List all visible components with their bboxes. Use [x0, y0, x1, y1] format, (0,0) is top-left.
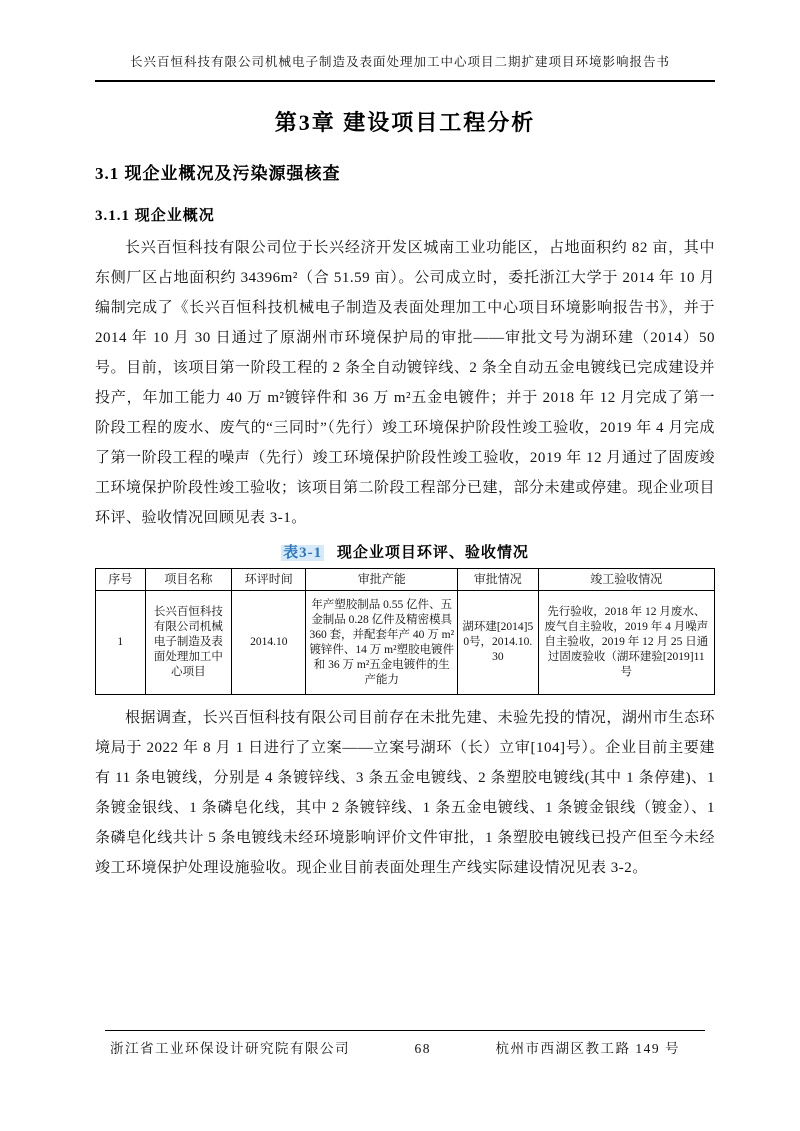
footer-company: 浙江省工业环保设计研究院有限公司	[110, 1041, 350, 1056]
col-header-eia-time: 环评时间	[232, 569, 306, 591]
footer-row	[110, 1037, 680, 1057]
running-footer	[0, 1030, 800, 1057]
table-caption-label: 表3-1	[283, 545, 323, 561]
table-caption-text: 现企业项目环评、验收情况	[336, 545, 529, 561]
table-caption	[95, 541, 715, 562]
table-row	[96, 591, 715, 695]
page-content	[0, 106, 800, 883]
cell-project-name: 长兴百恒科技有限公司机械电子制造及表面处理加工中心项目	[145, 591, 232, 695]
eia-acceptance-table	[95, 568, 715, 695]
subsection-title: 3.1.1 现企业概况	[95, 208, 215, 224]
cell-eia-time: 2014.10	[232, 591, 306, 695]
running-header	[0, 0, 800, 70]
cell-approved-capacity: 年产塑胶制品 0.55 亿件、五金制品 0.28 亿件及精密模具 360 套，并配套年产 40 万 m²镀锌件、14 万 m²塑胶电镀件和 36 万 m²五金电镀件的生产能力	[306, 591, 458, 695]
col-header-acceptance: 竣工验收情况	[538, 569, 714, 591]
footer-page-number: 68	[414, 1041, 431, 1056]
table-header-row	[96, 569, 715, 591]
cell-approval-status: 湖环建[2014]50号，2014.10.30	[458, 591, 538, 695]
paragraph-company-overview: 长兴百恒科技有限公司位于长兴经济开发区城南工业功能区，占地面积约 82 亩，其中东侧厂区占地面积约 34396m²（合 51.59 亩）。公司成立时，委托浙江大学于 2014 年 10 月编制完成了《长兴百恒科技机械电子制造及表面处理加工中心项目环境影响报告书》，并于 2014 年 10 月 30 日通过了原湖州市环境保护局的审批——审批文号为湖环建（2014）50 号。目前，该项目第一阶段工程的 2 条全自动镀锌线、2 条全自动五金电镀线已完成建设并投产，年加工能力 40 万 m²镀锌件和 36 万 m²五金电镀件；并于 2018 年 12 月完成了第一阶段工程的废水、废气的“三同时”（先行）竣工环境保护阶段性竣工验收，2019 年 4 月完成了第一阶段工程的噪声（先行）竣工环境保护阶段性竣工验收，2019 年 12 月通过了固废竣工环境保护阶段性竣工验收；该项目第二阶段工程部分已建，部分未建或停建。现企业项目环评、验收情况回顾见表 3-1。	[95, 240, 716, 526]
header-rule	[95, 80, 715, 82]
paragraph-current-status: 根据调查，长兴百恒科技有限公司目前存在未批先建、未验先投的情况，湖州市生态环境局于 2022 年 8 月 1 日进行了立案——立案号湖环（长）立审[104]号）。企业目前主要建有 11 条电镀线，分别是 4 条镀锌线、3 条五金电镀线、2 条塑胶电镀线(其中 1 条停建)、1 条镀金银线、1 条磷皂化线，其中 2 条镀锌线、1 条五金电镀线、1 条镀金银线（镀金）、1 条磷皂化线共计 5 条电镀线未经环境影响评价文件审批，1 条塑胶电镀线已投产但至今未经竣工环境保护处理设施验收。现企业目前表面处理生产线实际建设情况见表 3-2。	[95, 710, 715, 876]
cell-no: 1	[96, 591, 146, 695]
col-header-approval: 审批情况	[458, 569, 538, 591]
footer-address: 杭州市西湖区教工路 149 号	[495, 1041, 680, 1056]
chapter-title: 第3章 建设项目工程分析	[274, 110, 536, 135]
col-header-name: 项目名称	[145, 569, 232, 591]
col-header-capacity: 审批产能	[306, 569, 458, 591]
doc-title: 长兴百恒科技有限公司机械电子制造及表面处理加工中心项目二期扩建项目环境影响报告书	[129, 55, 670, 69]
cell-acceptance-status: 先行验收，2018 年 12 月废水、废气自主验收，2019 年 4 月噪声自主验收，2019 年 12 月 25 日通过固废验收（湖环建验[2019]11 号	[538, 591, 714, 695]
section-title: 3.1 现企业概况及污染源强核查	[95, 164, 341, 183]
footer-rule	[105, 1030, 705, 1031]
col-header-no: 序号	[96, 569, 146, 591]
